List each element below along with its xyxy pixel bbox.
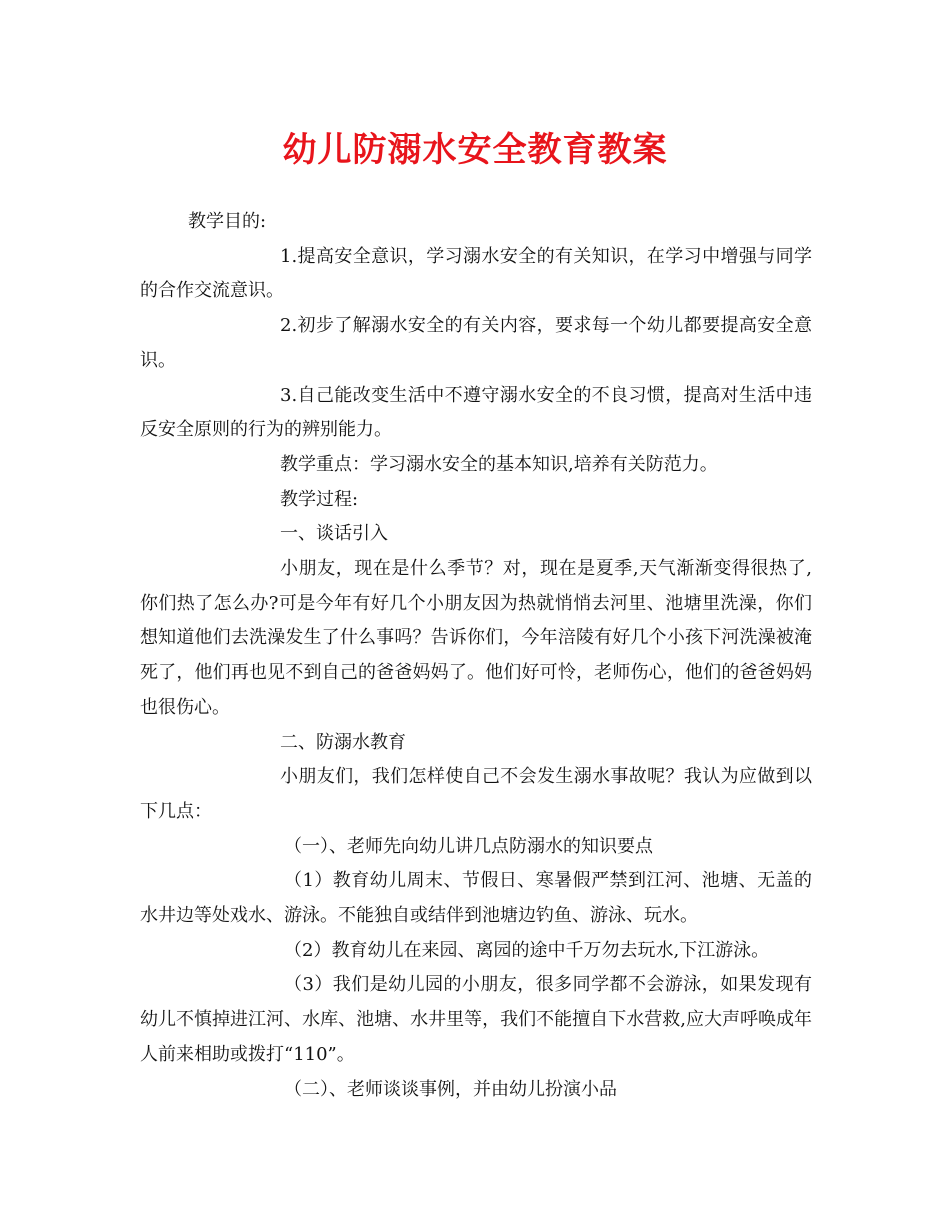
paragraph-objective-2: 2.初步了解溺水安全的有关内容，要求每一个幼儿都要提高安全意识。 bbox=[140, 315, 812, 371]
section-heading-intro: 一、谈话引入 bbox=[280, 523, 388, 545]
list-item-1: （1）教育幼儿周末、节假日、寒暑假严禁到江河、池塘、无盖的水井边等处戏水、游泳。不能独自或结伴到池塘边钓鱼、游泳、玩水。 bbox=[140, 870, 812, 927]
paragraph-intro-talk: 小朋友，现在是什么季节？对，现在是夏季,天气渐渐变得很热了,你们热了怎么办?可是今年有好几个小朋友因为热就悄悄去河里、池塘里洗澡，你们想知道他们去洗澡发生了什么事吗？告诉你们，今年涪陵有好几个小孩下河洗澡被淹死了，他们再也见不到自己的爸爸妈妈了。他们好可怜，老师伤心，他们的爸爸妈妈也很伤心。 bbox=[140, 558, 812, 718]
paragraph-objective-3: 3.自己能改变生活中不遵守溺水安全的不良习惯，提高对生活中违反安全原则的行为的辨别能力。 bbox=[140, 384, 812, 441]
subsection-heading-examples: （二）、老师谈谈事例，并由幼儿扮演小品 bbox=[284, 1078, 617, 1100]
document-body bbox=[140, 205, 812, 1107]
paragraph-education-question: 小朋友们，我们怎样使自己不会发生溺水事故呢？我认为应做到以下几点： bbox=[140, 766, 812, 822]
paragraph-objective-1: 1.提高安全意识，学习溺水安全的有关知识，在学习中增强与同学的合作交流意识。 bbox=[140, 245, 812, 302]
section-heading-education: 二、防溺水教育 bbox=[280, 731, 406, 753]
list-item-3: （3）我们是幼儿园的小朋友，很多同学都不会游泳，如果发现有幼儿不慎掉进江河、水库、池塘、水井里等，我们不能擅自下水营救,应大声呼唤成年人前来相助或拨打“110”。 bbox=[140, 974, 812, 1065]
paragraph-key-points: 教学重点：学习溺水安全的基本知识,培养有关防范力。 bbox=[280, 453, 718, 475]
paragraph-objectives-heading: 教学目的: bbox=[188, 211, 267, 232]
subsection-heading-knowledge: （一）、老师先向幼儿讲几点防溺水的知识要点 bbox=[284, 835, 653, 857]
paragraph-process-heading: 教学过程: bbox=[280, 488, 359, 510]
list-item-2: （2）教育幼儿在来园、离园的途中千万勿去玩水,下江游泳。 bbox=[284, 939, 770, 961]
document-title: 幼儿防溺水安全教育教案 bbox=[282, 130, 668, 170]
